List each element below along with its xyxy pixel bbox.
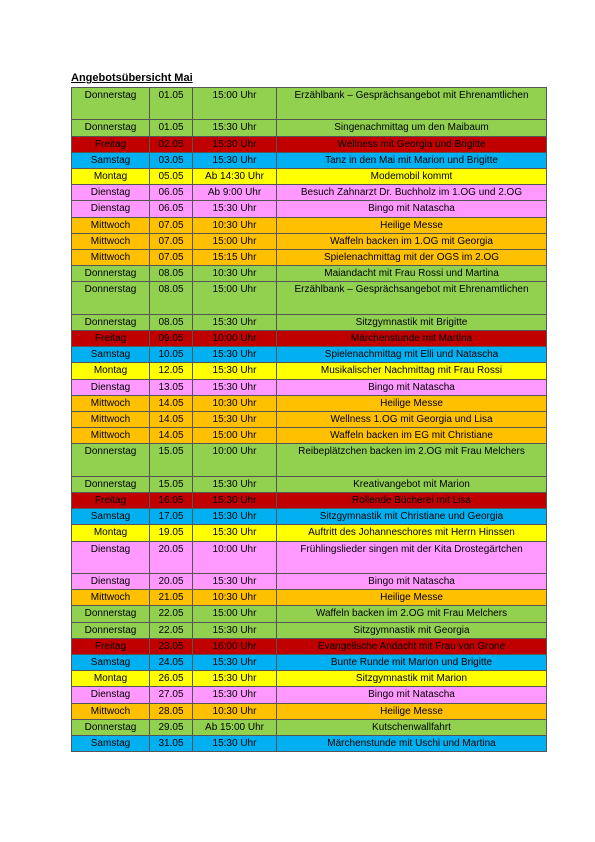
schedule-row	[72, 233, 547, 249]
activity-cell: Bingo mit Natascha	[277, 687, 547, 703]
schedule-row	[72, 331, 547, 347]
activity-cell: Bingo mit Natascha	[277, 201, 547, 217]
schedule-table	[71, 87, 547, 752]
date-cell: 07.05	[150, 250, 193, 266]
time-cell: 10:30 Uhr	[193, 395, 277, 411]
day-cell: Samstag	[72, 655, 150, 671]
schedule-row	[72, 120, 547, 136]
day-cell: Freitag	[72, 136, 150, 152]
time-cell: 15:00 Uhr	[193, 88, 277, 120]
schedule-row	[72, 363, 547, 379]
date-cell: 22.05	[150, 606, 193, 622]
activity-cell: Bingo mit Natascha	[277, 379, 547, 395]
date-cell: 07.05	[150, 233, 193, 249]
schedule-row	[72, 671, 547, 687]
activity-cell: Kutschenwallfahrt	[277, 719, 547, 735]
day-cell: Samstag	[72, 736, 150, 752]
activity-cell: Spielenachmittag mit der OGS im 2.OG	[277, 250, 547, 266]
date-cell: 20.05	[150, 574, 193, 590]
date-cell: 31.05	[150, 736, 193, 752]
activity-cell: Tanz in den Mai mit Marion und Brigitte	[277, 152, 547, 168]
date-cell: 05.05	[150, 169, 193, 185]
schedule-row	[72, 152, 547, 168]
activity-cell: Heilige Messe	[277, 703, 547, 719]
activity-cell: Musikalischer Nachmittag mit Frau Rossi	[277, 363, 547, 379]
day-cell: Dienstag	[72, 185, 150, 201]
time-cell: 15:00 Uhr	[193, 606, 277, 622]
date-cell: 16.05	[150, 493, 193, 509]
schedule-row	[72, 379, 547, 395]
schedule-row	[72, 444, 547, 476]
day-cell: Donnerstag	[72, 719, 150, 735]
time-cell: 10:30 Uhr	[193, 217, 277, 233]
day-cell: Samstag	[72, 509, 150, 525]
day-cell: Mittwoch	[72, 217, 150, 233]
activity-cell: Waffeln backen im EG mit Christiane	[277, 428, 547, 444]
day-cell: Mittwoch	[72, 395, 150, 411]
day-cell: Dienstag	[72, 687, 150, 703]
day-cell: Donnerstag	[72, 314, 150, 330]
date-cell: 28.05	[150, 703, 193, 719]
schedule-row	[72, 736, 547, 752]
activity-cell: Heilige Messe	[277, 217, 547, 233]
time-cell: 10:00 Uhr	[193, 444, 277, 476]
schedule-row	[72, 622, 547, 638]
schedule-row	[72, 574, 547, 590]
day-cell: Donnerstag	[72, 444, 150, 476]
day-cell: Montag	[72, 363, 150, 379]
activity-cell: Reibeplätzchen backen im 2.OG mit Frau Melchers	[277, 444, 547, 476]
time-cell: 15:30 Uhr	[193, 736, 277, 752]
time-cell: 15:30 Uhr	[193, 152, 277, 168]
day-cell: Donnerstag	[72, 622, 150, 638]
schedule-row	[72, 719, 547, 735]
activity-cell: Kreativangebot mit Marion	[277, 476, 547, 492]
date-cell: 21.05	[150, 590, 193, 606]
date-cell: 07.05	[150, 217, 193, 233]
time-cell: 15:30 Uhr	[193, 201, 277, 217]
time-cell: 15:30 Uhr	[193, 622, 277, 638]
day-cell: Mittwoch	[72, 428, 150, 444]
day-cell: Donnerstag	[72, 266, 150, 282]
schedule-row	[72, 266, 547, 282]
date-cell: 24.05	[150, 655, 193, 671]
day-cell: Montag	[72, 671, 150, 687]
time-cell: 10:30 Uhr	[193, 266, 277, 282]
date-cell: 01.05	[150, 120, 193, 136]
activity-cell: Besuch Zahnarzt Dr. Buchholz im 1.OG und 2.OG	[277, 185, 547, 201]
day-cell: Mittwoch	[72, 250, 150, 266]
date-cell: 20.05	[150, 541, 193, 573]
day-cell: Freitag	[72, 331, 150, 347]
activity-cell: Wellness mit Georgia und Brigitte	[277, 136, 547, 152]
date-cell: 06.05	[150, 201, 193, 217]
time-cell: 15:30 Uhr	[193, 363, 277, 379]
day-cell: Dienstag	[72, 201, 150, 217]
schedule-row	[72, 169, 547, 185]
day-cell: Samstag	[72, 347, 150, 363]
date-cell: 22.05	[150, 622, 193, 638]
day-cell: Mittwoch	[72, 412, 150, 428]
date-cell: 17.05	[150, 509, 193, 525]
date-cell: 14.05	[150, 428, 193, 444]
day-cell: Montag	[72, 169, 150, 185]
schedule-row	[72, 136, 547, 152]
schedule-row	[72, 493, 547, 509]
schedule-row	[72, 606, 547, 622]
schedule-row	[72, 638, 547, 654]
schedule-row	[72, 509, 547, 525]
schedule-row	[72, 476, 547, 492]
date-cell: 06.05	[150, 185, 193, 201]
day-cell: Montag	[72, 525, 150, 541]
time-cell: 10:00 Uhr	[193, 541, 277, 573]
time-cell: 15:30 Uhr	[193, 120, 277, 136]
schedule-row	[72, 314, 547, 330]
schedule-row	[72, 525, 547, 541]
schedule-row	[72, 590, 547, 606]
activity-cell: Waffeln backen im 2.OG mit Frau Melchers	[277, 606, 547, 622]
activity-cell: Auftritt des Johanneschores mit Herrn Hinssen	[277, 525, 547, 541]
schedule-row	[72, 412, 547, 428]
schedule-row	[72, 655, 547, 671]
time-cell: 15:30 Uhr	[193, 525, 277, 541]
time-cell: 15:30 Uhr	[193, 493, 277, 509]
time-cell: 16:00 Uhr	[193, 638, 277, 654]
time-cell: 15:00 Uhr	[193, 428, 277, 444]
schedule-row	[72, 185, 547, 201]
time-cell: 10:30 Uhr	[193, 703, 277, 719]
day-cell: Donnerstag	[72, 476, 150, 492]
time-cell: 15:30 Uhr	[193, 476, 277, 492]
time-cell: Ab 14:30 Uhr	[193, 169, 277, 185]
date-cell: 15.05	[150, 476, 193, 492]
activity-cell: Waffeln backen im 1.OG mit Georgia	[277, 233, 547, 249]
date-cell: 01.05	[150, 88, 193, 120]
schedule-body	[72, 88, 547, 752]
date-cell: 12.05	[150, 363, 193, 379]
activity-cell: Frühlingslieder singen mit der Kita Drostegärtchen	[277, 541, 547, 573]
time-cell: 15:30 Uhr	[193, 347, 277, 363]
activity-cell: Evangelische Andacht mit Frau von Grone	[277, 638, 547, 654]
date-cell: 08.05	[150, 282, 193, 314]
activity-cell: Sitzgymnastik mit Christiane und Georgia	[277, 509, 547, 525]
day-cell: Donnerstag	[72, 88, 150, 120]
time-cell: 15:30 Uhr	[193, 509, 277, 525]
day-cell: Samstag	[72, 152, 150, 168]
date-cell: 02.05	[150, 136, 193, 152]
activity-cell: Modemobil kommt	[277, 169, 547, 185]
day-cell: Mittwoch	[72, 233, 150, 249]
time-cell: 15:30 Uhr	[193, 412, 277, 428]
activity-cell: Märchenstunde mit Uschi und Martina	[277, 736, 547, 752]
time-cell: Ab 15:00 Uhr	[193, 719, 277, 735]
day-cell: Donnerstag	[72, 120, 150, 136]
activity-cell: Märchenstunde mit Martina	[277, 331, 547, 347]
date-cell: 08.05	[150, 314, 193, 330]
time-cell: 15:30 Uhr	[193, 136, 277, 152]
schedule-row	[72, 347, 547, 363]
time-cell: 15:30 Uhr	[193, 314, 277, 330]
schedule-row	[72, 201, 547, 217]
time-cell: 15:30 Uhr	[193, 687, 277, 703]
date-cell: 26.05	[150, 671, 193, 687]
activity-cell: Heilige Messe	[277, 590, 547, 606]
time-cell: 10:00 Uhr	[193, 331, 277, 347]
activity-cell: Erzählbank – Gesprächsangebot mit Ehrenamtlichen	[277, 282, 547, 314]
date-cell: 03.05	[150, 152, 193, 168]
date-cell: 14.05	[150, 395, 193, 411]
activity-cell: Bunte Runde mit Marion und Brigitte	[277, 655, 547, 671]
schedule-row	[72, 217, 547, 233]
date-cell: 23.05	[150, 638, 193, 654]
schedule-row	[72, 88, 547, 120]
day-cell: Dienstag	[72, 541, 150, 573]
time-cell: 15:30 Uhr	[193, 574, 277, 590]
schedule-row	[72, 395, 547, 411]
time-cell: 15:00 Uhr	[193, 282, 277, 314]
time-cell: 15:15 Uhr	[193, 250, 277, 266]
schedule-row	[72, 541, 547, 573]
activity-cell: Sitzgymnastik mit Marion	[277, 671, 547, 687]
activity-cell: Erzählbank – Gesprächsangebot mit Ehrenamtlichen	[277, 88, 547, 120]
activity-cell: Heilige Messe	[277, 395, 547, 411]
date-cell: 29.05	[150, 719, 193, 735]
schedule-row	[72, 687, 547, 703]
time-cell: 15:30 Uhr	[193, 671, 277, 687]
activity-cell: Sitzgymnastik mit Georgia	[277, 622, 547, 638]
day-cell: Freitag	[72, 493, 150, 509]
time-cell: 15:30 Uhr	[193, 655, 277, 671]
date-cell: 14.05	[150, 412, 193, 428]
date-cell: 09.05	[150, 331, 193, 347]
time-cell: 15:00 Uhr	[193, 233, 277, 249]
day-cell: Mittwoch	[72, 590, 150, 606]
activity-cell: Bingo mit Natascha	[277, 574, 547, 590]
activity-cell: Singenachmittag um den Maibaum	[277, 120, 547, 136]
activity-cell: Maiandacht mit Frau Rossi und Martina	[277, 266, 547, 282]
activity-cell: Spielenachmittag mit Elli und Natascha	[277, 347, 547, 363]
day-cell: Freitag	[72, 638, 150, 654]
schedule-row	[72, 282, 547, 314]
day-cell: Donnerstag	[72, 606, 150, 622]
time-cell: 10:30 Uhr	[193, 590, 277, 606]
day-cell: Mittwoch	[72, 703, 150, 719]
date-cell: 15.05	[150, 444, 193, 476]
activity-cell: Rollende Bücherei mit Lisa	[277, 493, 547, 509]
day-cell: Donnerstag	[72, 282, 150, 314]
day-cell: Dienstag	[72, 379, 150, 395]
schedule-row	[72, 428, 547, 444]
time-cell: 15:30 Uhr	[193, 379, 277, 395]
date-cell: 27.05	[150, 687, 193, 703]
activity-cell: Wellness 1.OG mit Georgia und Lisa	[277, 412, 547, 428]
page-title: Angebotsübersicht Mai	[71, 72, 193, 84]
time-cell: Ab 9:00 Uhr	[193, 185, 277, 201]
schedule-row	[72, 703, 547, 719]
schedule-row	[72, 250, 547, 266]
activity-cell: Sitzgymnastik mit Brigitte	[277, 314, 547, 330]
date-cell: 10.05	[150, 347, 193, 363]
date-cell: 08.05	[150, 266, 193, 282]
day-cell: Dienstag	[72, 574, 150, 590]
date-cell: 13.05	[150, 379, 193, 395]
date-cell: 19.05	[150, 525, 193, 541]
